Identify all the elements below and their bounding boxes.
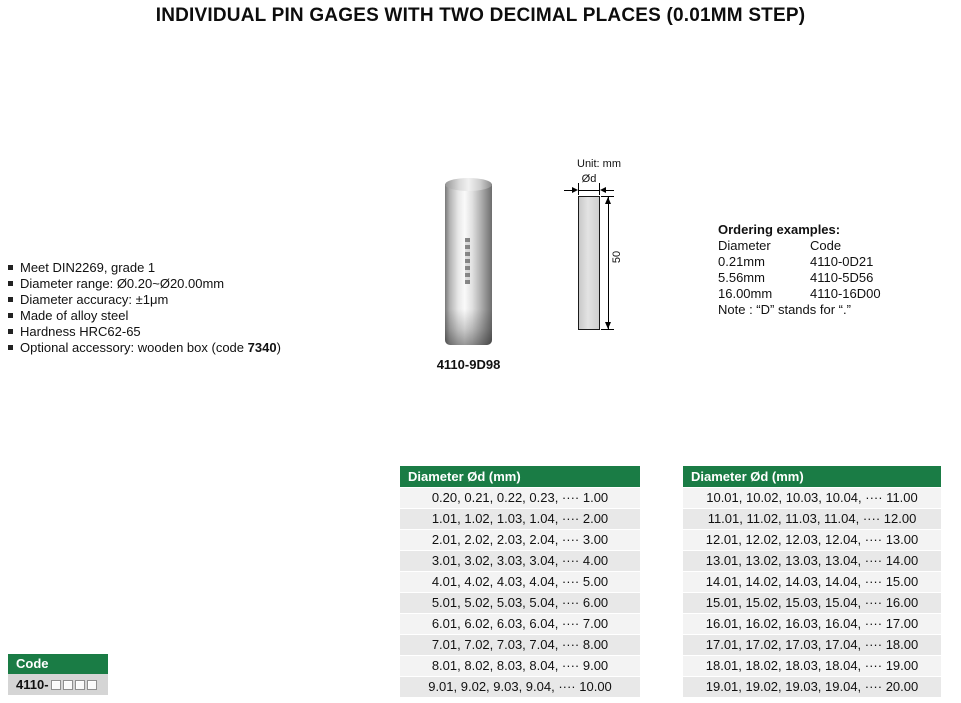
ordering-col-diameter: Diameter [718, 238, 771, 253]
feature-text: Made of alloy steel [20, 308, 129, 323]
diameter-dim-label: Ød [581, 173, 597, 185]
table-row: 2.01, 2.02, 2.03, 2.04, ···· 3.00 [400, 529, 640, 550]
bullet-icon [8, 313, 13, 318]
pin-model-label: 4110-9D98 [436, 357, 501, 372]
table-row: 13.01, 13.02, 13.03, 13.04, ···· 14.00 [683, 550, 941, 571]
table-row: 6.01, 6.02, 6.03, 6.04, ···· 7.00 [400, 613, 640, 634]
table-row: 7.01, 7.02, 7.03, 7.04, ···· 8.00 [400, 634, 640, 655]
pin-side-view [578, 196, 600, 330]
placeholder-box-icon [87, 680, 97, 690]
bullet-icon [8, 281, 13, 286]
ordering-examples [718, 222, 881, 318]
ordering-note: Note : “D” stands for “.” [718, 302, 851, 317]
ordering-row [718, 254, 881, 270]
pin-shadow [445, 309, 492, 345]
table-row: 10.01, 10.02, 10.03, 10.04, ···· 11.00 [683, 487, 941, 508]
feature-item [8, 308, 281, 324]
feature-text: Diameter range: Ø0.20~Ø20.00mm [20, 276, 225, 291]
feature-item [8, 324, 281, 340]
table-row: 14.01, 14.02, 14.03, 14.04, ···· 15.00 [683, 571, 941, 592]
table-row: 5.01, 5.02, 5.03, 5.04, ···· 6.00 [400, 592, 640, 613]
pin-gage-image [445, 178, 492, 345]
table-row: 11.01, 11.02, 11.03, 11.04, ···· 12.00 [683, 508, 941, 529]
code-prefix: 4110- [16, 677, 49, 692]
table-row: 19.01, 19.02, 19.03, 19.04, ···· 20.00 [683, 676, 941, 697]
dimension-line [564, 190, 572, 191]
feature-code-bold: 7340 [247, 340, 277, 355]
dimension-line [606, 190, 614, 191]
ordering-header-row [718, 238, 881, 254]
placeholder-box-icon [75, 680, 85, 690]
bullet-icon [8, 297, 13, 302]
table-header: Diameter Ød (mm) [683, 466, 941, 487]
bullet-icon [8, 329, 13, 334]
arrow-left-icon [600, 187, 606, 193]
pin-top-face [445, 178, 492, 191]
table-row: 9.01, 9.02, 9.03, 9.04, ···· 10.00 [400, 676, 640, 697]
feature-text-suffix: ) [276, 340, 281, 355]
feature-text: Hardness HRC62-65 [20, 324, 141, 339]
code-box [8, 654, 108, 695]
feature-text: Meet DIN2269, grade 1 [20, 260, 156, 275]
size-table-right [683, 466, 941, 697]
dimension-line [608, 197, 609, 329]
table-row: 0.20, 0.21, 0.22, 0.23, ···· 1.00 [400, 487, 640, 508]
dimension-line [578, 190, 600, 191]
ordering-row [718, 270, 881, 286]
ordering-col-code: Code [810, 238, 842, 253]
table-row: 12.01, 12.02, 12.03, 12.04, ···· 13.00 [683, 529, 941, 550]
length-dim-label: 50 [611, 250, 623, 264]
feature-item [8, 292, 281, 308]
size-table-left [400, 466, 640, 697]
feature-item [8, 340, 281, 356]
features-list [8, 260, 281, 356]
placeholder-box-icon [63, 680, 73, 690]
arrow-down-icon [605, 322, 611, 329]
code-header: Code [8, 654, 108, 674]
table-row: 18.01, 18.02, 18.03, 18.04, ···· 19.00 [683, 655, 941, 676]
code-value [8, 674, 108, 695]
page-title: INDIVIDUAL PIN GAGES WITH TWO DECIMAL PLACES (0.01MM STEP) [155, 5, 806, 26]
table-row: 15.01, 15.02, 15.03, 15.04, ···· 16.00 [683, 592, 941, 613]
ordering-title: Ordering examples: [718, 222, 841, 237]
bullet-icon [8, 265, 13, 270]
placeholder-box-icon [51, 680, 61, 690]
table-row: 17.01, 17.02, 17.03, 17.04, ···· 18.00 [683, 634, 941, 655]
feature-item [8, 276, 281, 292]
table-row: 1.01, 1.02, 1.03, 1.04, ···· 2.00 [400, 508, 640, 529]
table-row: 3.01, 3.02, 3.03, 3.04, ···· 4.00 [400, 550, 640, 571]
pin-engraving [465, 238, 470, 284]
arrow-right-icon [572, 187, 578, 193]
feature-item [8, 260, 281, 276]
ordering-diameter: 0.21mm [718, 254, 765, 269]
ordering-row [718, 286, 881, 302]
extension-line [578, 183, 579, 195]
unit-label: Unit: mm [577, 158, 621, 170]
bullet-icon [8, 345, 13, 350]
ordering-code: 4110-0D21 [810, 254, 874, 269]
table-row: 4.01, 4.02, 4.03, 4.04, ···· 5.00 [400, 571, 640, 592]
ordering-code: 4110-16D00 [810, 286, 881, 301]
arrow-up-icon [605, 197, 611, 204]
ordering-code: 4110-5D56 [810, 270, 874, 285]
table-row: 16.01, 16.02, 16.03, 16.04, ···· 17.00 [683, 613, 941, 634]
ordering-diameter: 5.56mm [718, 270, 765, 285]
ordering-diameter: 16.00mm [718, 286, 773, 301]
table-header: Diameter Ød (mm) [400, 466, 640, 487]
feature-text: Diameter accuracy: ±1μm [20, 292, 169, 307]
feature-text: Optional accessory: wooden box (code [20, 340, 248, 355]
table-row: 8.01, 8.02, 8.03, 8.04, ···· 9.00 [400, 655, 640, 676]
extension-line [601, 329, 614, 330]
